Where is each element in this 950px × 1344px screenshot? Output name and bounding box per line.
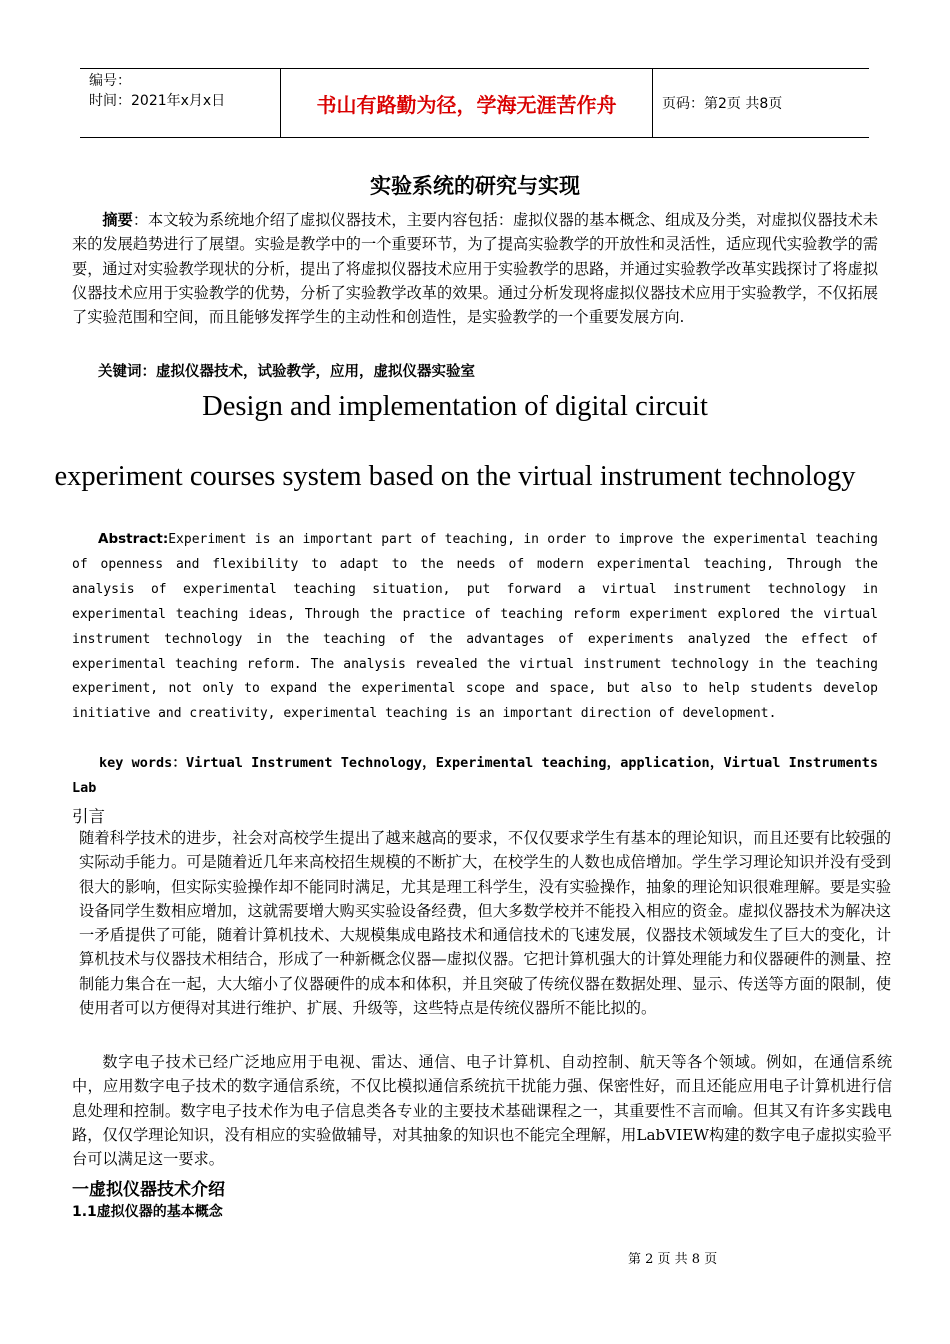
intro-paragraph-2: 数字电子技术已经广泛地应用于电视、雷达、通信、电子计算机、自动控制、航天等各个领域。例如，在通信系统中，应用数字电子技术的数字通信系统，不仅比模拟通信系统抗干扰能力强、保密性好，而且还能应用电子计算机进行信息处理和控制。数字电子技术作为电子信息类各专业的主要技术基础课程之一，其重要性不言而喻。但其又有许多实践电路，仅仅学理论知识，没有相应的实验做辅导，对其抽象的知识也不能完全理解，用LabVIEW构建的数字电子虚拟实验平台可以满足这一要求。 [72, 1053, 892, 1169]
abstract-cn-label: 摘要 [102, 211, 133, 229]
header-number-label: 编号： [89, 73, 131, 89]
keywords-en: key words：Virtual Instrument Technology，Experimental teaching，application，Virtual Instruments Lab [72, 755, 878, 796]
intro-paragraph-1: 随着科学技术的进步，社会对高校学生提出了越来越高的要求，不仅仅要求学生有基本的理论知识，而且还要有比较强的实际动手能力。可是随着近几年来高校招生规模的不断扩大，在校学生的人数也成倍增加。学生学习理论知识并没有受到很大的影响，但实际实验操作却不能同时满足，尤其是理工科学生，没有实验操作，抽象的理论知识很难理解。要是实验设备同学生数相应增加，这就需要增大购买实验设备经费，但大多数学校并不能投入相应的资金。虚拟仪器技术为解决这一矛盾提供了可能，随着计算机技术、大规模集成电路技术和通信技术的飞速发展，仪器技术领域发生了巨大的变化，计算机技术与仪器技术相结合，形成了一种新概念仪器—虚拟仪器。它把计算机强大的计算处理能力和仪器硬件的测量、控制能力集合在一起，大大缩小了仪器硬件的成本和体积，并且突破了传统仪器在数据处理、显示、传送等方面的限制，使使用者可以方便得对其进行维护、扩展、升级等，这些特点是传统仪器所不能比拟的。 [79, 829, 891, 1018]
abstract-cn [72, 208, 878, 329]
english-title-line2: experiment courses system based on the virtual instrument technology [54, 461, 856, 492]
keywords-cn: 关键词：虚拟仪器技术，试验教学，应用，虚拟仪器实验室 [98, 364, 475, 380]
abstract-cn-text: ：本文较为系统地介绍了虚拟仪器技术，主要内容包括：虚拟仪器的基本概念、组成及分类，对虚拟仪器技术未来的发展趋势进行了展望。实验是教学中的一个重要环节，为了提高实验教学的开放性和灵活性，适应现代实验教学的需要，通过对实验教学现状的分析，提出了将虚拟仪器技术应用于实验教学的思路，并通过实验教学改革实践探讨了将虚拟仪器技术应用于实验教学的优势，分析了实验教学改革的效果。通过分析发现将虚拟仪器技术应用于实验教学，不仅拓展了实验范围和空间，而且能够发挥学生的主动性和创造性，是实验教学的一个重要发展方向. [72, 211, 879, 327]
page-footer: 第 2 页 共 8 页 [628, 1252, 718, 1267]
header-table [80, 68, 869, 138]
header-time: 时间：2021年x月x日 [89, 93, 226, 109]
header-motto: 书山有路勤为径，学海无涯苦作舟 [281, 69, 653, 137]
section-heading-1: 一虚拟仪器技术介绍 [72, 1180, 225, 1200]
header-page-number: 页码：第2页 共8页 [662, 96, 783, 112]
abstract-en [72, 527, 878, 727]
section-heading-1-1: 1.1虚拟仪器的基本概念 [72, 1204, 223, 1220]
header-meta-cell [80, 69, 281, 137]
english-title-line1: Design and implementation of digital circuit [202, 391, 708, 422]
abstract-en-label: Abstract: [98, 531, 169, 547]
abstract-en-text: Experiment is an important part of teaching, in order to improve the experimental teaching of openness and flexibility to adapt to the needs of modern experimental teaching, Through the analysis of experimental teaching situation, put forward a virtual instrument technology in experimental teaching ideas, Through the practice of teaching reform experiment explored the virtual instrument technology in the teaching of the advantages of experiments analyzed the effect of experimental teaching reform. The analysis revealed the virtual instrument technology in the teaching experiment, not only to expand the experimental scope and space, but also to help students develop initiative and creativity, experimental teaching is an important direction of development. [72, 532, 878, 722]
intro-heading: 引言 [72, 807, 105, 826]
document-title: 实验系统的研究与实现 [370, 174, 580, 198]
